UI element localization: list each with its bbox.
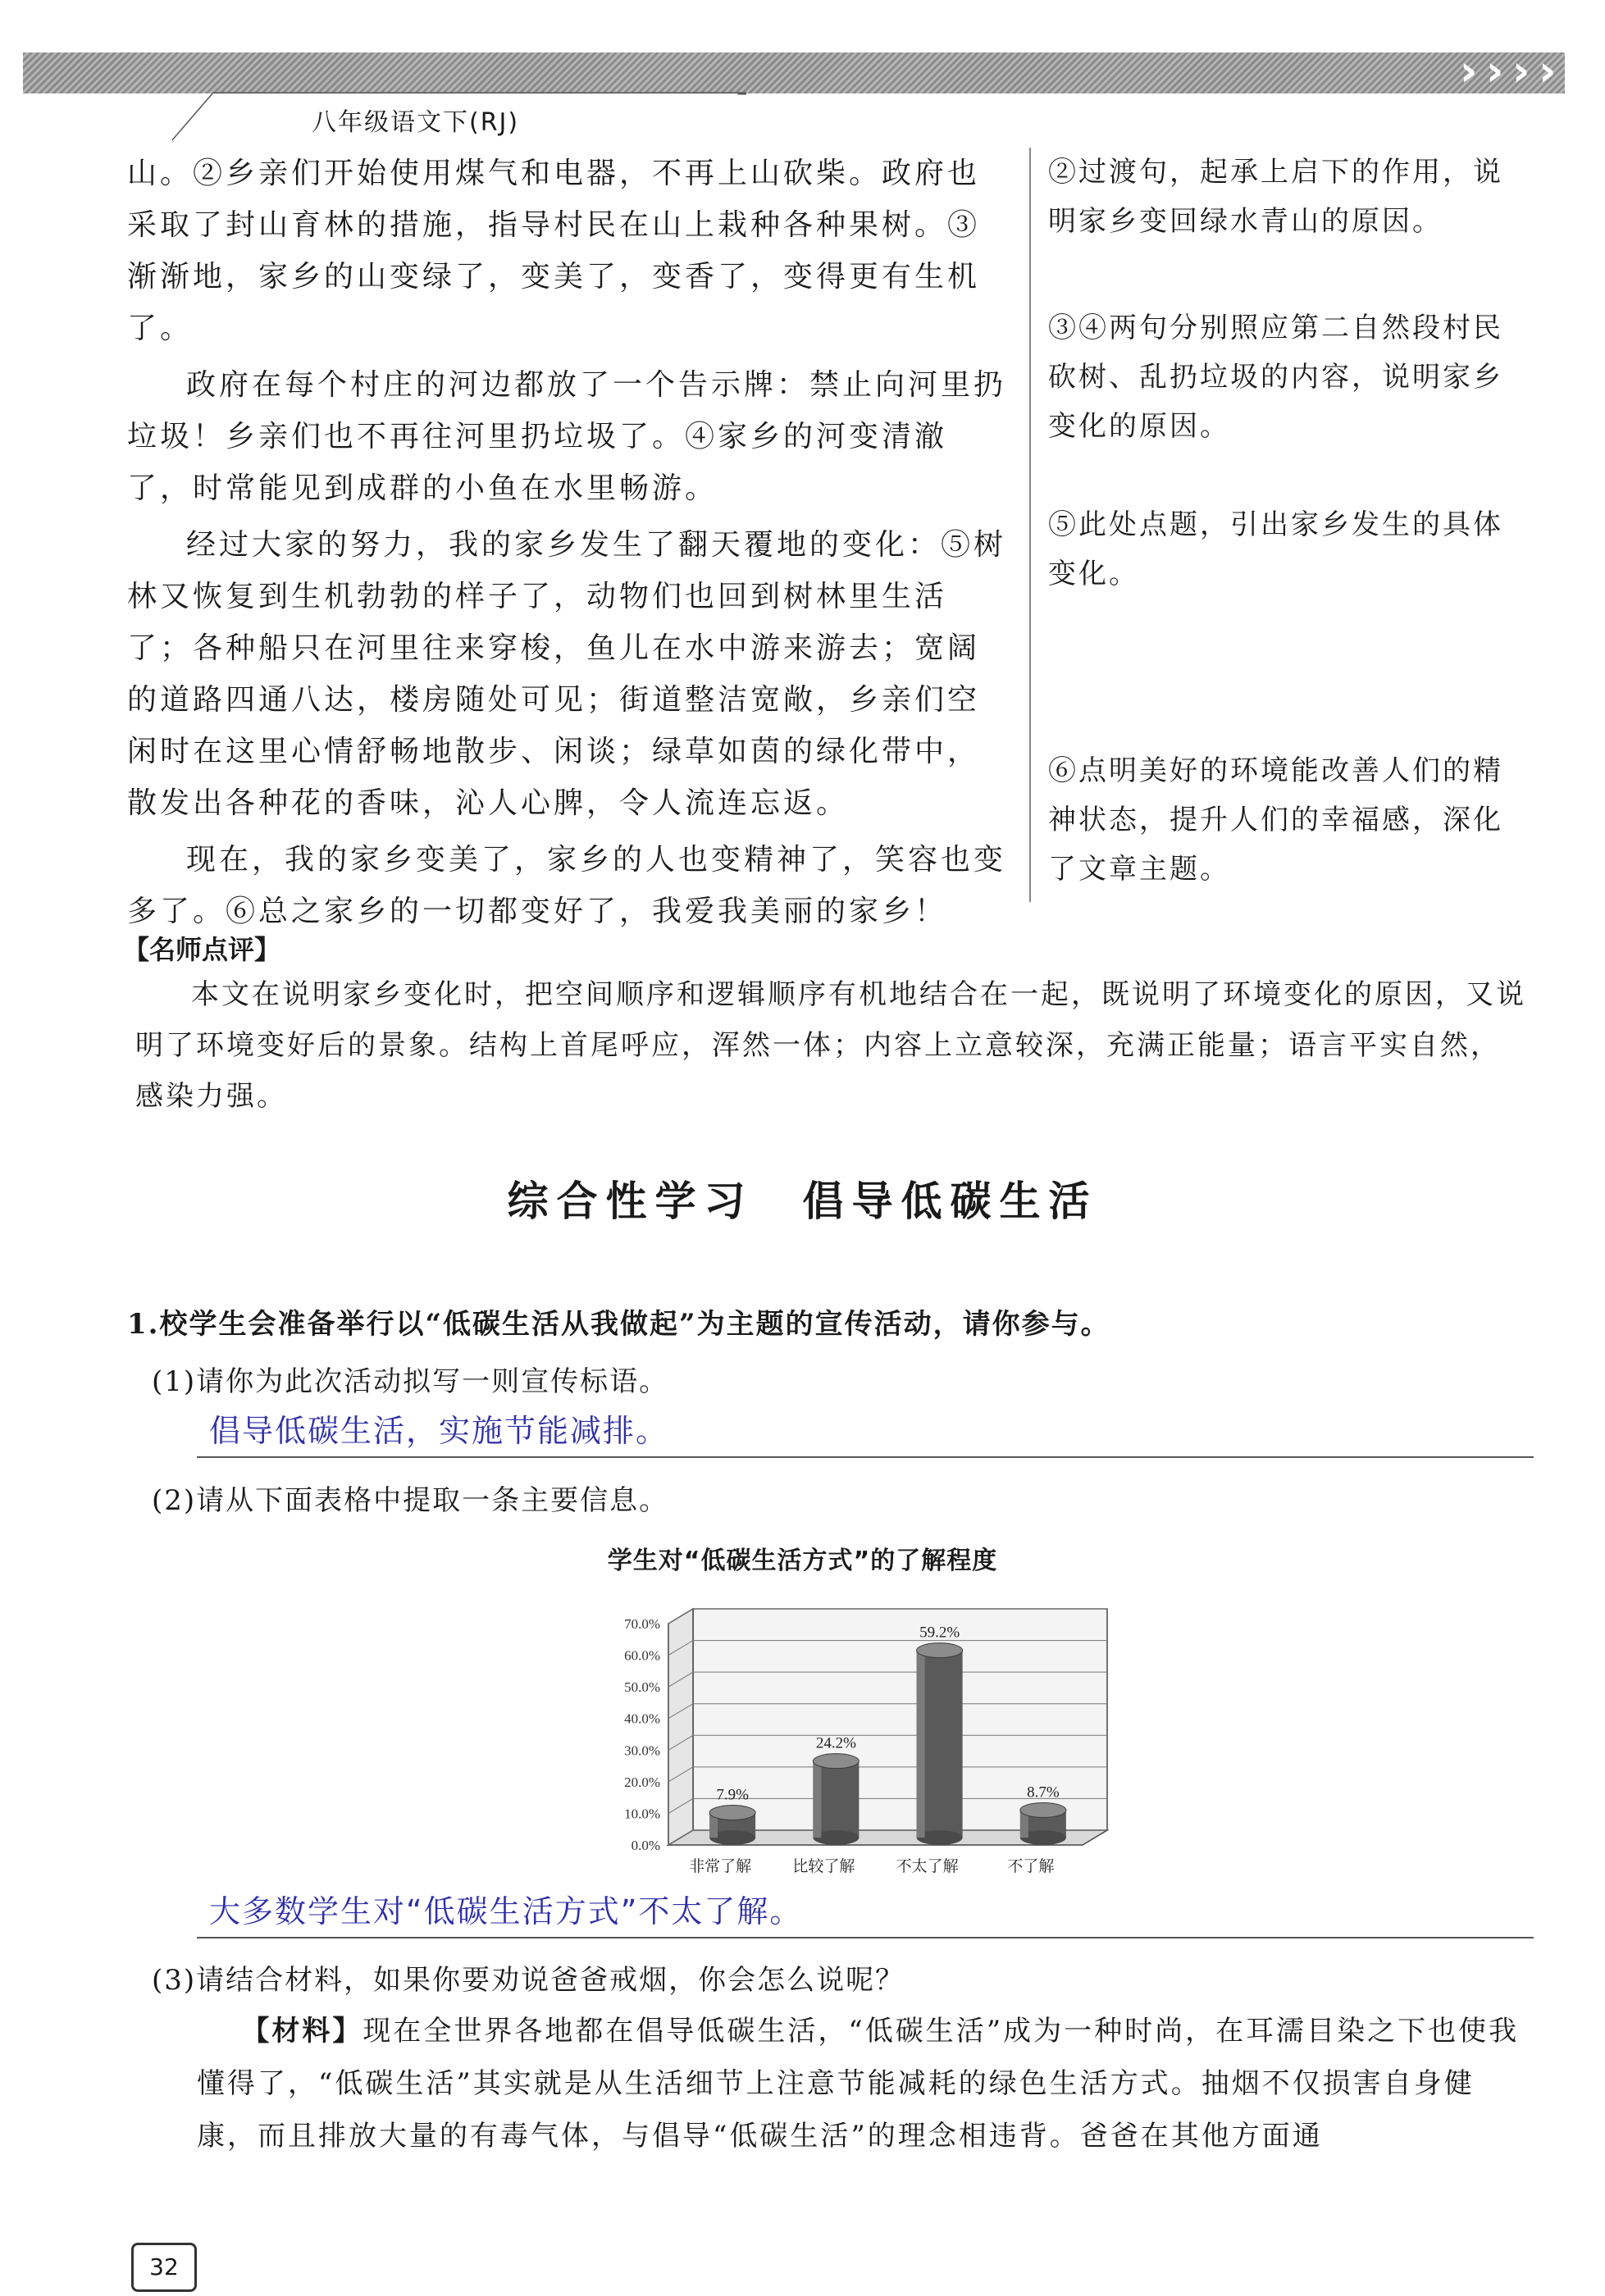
chevron-right-icon: ›	[1512, 47, 1530, 96]
material-text	[197, 2005, 1525, 2162]
chevron-right-icon: ›	[1460, 47, 1478, 96]
bar-top	[813, 1754, 859, 1769]
data-label: 24.2%	[815, 1734, 856, 1752]
column-divider	[1029, 148, 1031, 902]
x-tick-label: 不了解	[1007, 1857, 1055, 1875]
essay-paragraph: 现在，我的家乡变美了，家乡的人也变精神了，笑容也变多了。⑥总之家乡的一切都变好了，我爱我美丽的家乡！	[127, 843, 1007, 928]
x-tick-label: 非常了解	[689, 1857, 752, 1875]
y-tick-label: 30.0%	[624, 1742, 660, 1759]
essay-paragraph: 经过大家的努力，我的家乡发生了翻天覆地的变化：⑤树林又恢复到生机勃勃的样子了，动物们也回到树林里生活了；各种船只在河里往来穿梭，鱼儿在水中游来游去；宽阔的道路四通八达，楼房随处可见；街道整洁宽敞，乡亲们空闲时在这里心情舒畅地散步、闲谈；绿草如茵的绿化带中，散发出各种花的香味，沁人心脾，令人流连忘返。	[127, 528, 1007, 820]
bar-top	[709, 1806, 755, 1820]
comment-title: 【名师点评】	[123, 934, 281, 965]
margin-note: ③④两句分别照应第二自然段村民砍树、乱扔垃圾的内容，说明家乡变化的原因。	[1048, 312, 1503, 443]
material-label: 【材料】	[241, 2015, 363, 2048]
chevron-right-icon: ›	[1539, 47, 1557, 96]
y-tick-label: 60.0%	[624, 1647, 660, 1664]
bar	[917, 1643, 963, 1845]
sub-question-3: (3)请结合材料，如果你要劝说爸爸戒烟，你会怎么说呢？	[152, 1964, 905, 1997]
answer-2: 大多数学生对“低碳生活方式”不太了解。	[209, 1893, 803, 1929]
answer-line	[197, 1937, 1534, 1938]
bar	[709, 1806, 755, 1845]
y-tick-label: 10.0%	[624, 1806, 660, 1822]
essay-paragraph: 山。②乡亲们开始使用煤气和电器，不再上山砍柴。政府也采取了封山育林的措施，指导村民在山上栽种各种果树。③渐渐地，家乡的山变绿了，变美了，变香了，变得更有生机了。	[127, 157, 981, 345]
margin-note: ②过渡句，起承上启下的作用，说明家乡变回绿水青山的原因。	[1048, 156, 1503, 238]
chart-side-wall	[668, 1609, 693, 1845]
y-tick-label: 50.0%	[624, 1679, 660, 1696]
bar-top	[1020, 1802, 1066, 1817]
y-tick-label: 20.0%	[624, 1774, 660, 1790]
essay-body	[127, 148, 1009, 942]
data-label: 8.7%	[1027, 1784, 1060, 1802]
bar	[1020, 1802, 1066, 1845]
question-stem: 1.校学生会准备举行以“低碳生活从我做起”为主题的宣传活动，请你参与。	[127, 1308, 1110, 1341]
essay-paragraph: 政府在每个村庄的河边都放了一个告示牌：禁止向河里扔垃圾！乡亲们也不再往河里扔垃圾了。④家乡的河变清澈了，时常能见到成群的小鱼在水里畅游。	[127, 368, 1007, 505]
bar-highlight	[917, 1651, 925, 1838]
header-title: 八年级语文下(RJ)	[312, 108, 520, 137]
answer-1: 倡导低碳生活，实施节能减排。	[209, 1413, 669, 1449]
header-band	[23, 47, 1565, 96]
y-tick-label: 40.0%	[624, 1711, 660, 1727]
chevron-right-icon: ›	[1486, 47, 1504, 96]
margin-note: ⑤此处点题，引出家乡发生的具体变化。	[1048, 508, 1503, 590]
answer-line	[197, 1456, 1534, 1458]
y-tick-label: 70.0%	[624, 1616, 660, 1632]
bar-chart	[590, 1591, 1148, 1894]
page-number: 32	[131, 2243, 197, 2292]
bar-highlight	[813, 1761, 821, 1838]
data-label: 7.9%	[716, 1786, 749, 1804]
sub-question-2: (2)请从下面表格中提取一条主要信息。	[152, 1484, 669, 1517]
sub-question-1: (1)请你为此次活动拟写一则宣传标语。	[152, 1365, 669, 1398]
x-tick-label: 比较了解	[792, 1857, 855, 1875]
comment-body: 本文在说明家乡变化时，把空间顺序和逻辑顺序有机地结合在一起，既说明了环境变化的原因，又说明了环境变好后的景象。结构上首尾呼应，浑然一体；内容上立意较深，充满正能量；语言平实自然，感染力强。	[135, 978, 1526, 1113]
bar	[813, 1754, 859, 1845]
x-tick-label: 不太了解	[896, 1857, 959, 1875]
margin-note: ⑥点明美好的环境能改善人们的精神状态，提升人们的幸福感，深化了文章主题。	[1048, 754, 1503, 886]
y-tick-label: 0.0%	[631, 1838, 660, 1853]
chart-title: 学生对“低碳生活方式”的了解程度	[607, 1547, 998, 1575]
bar-top	[917, 1643, 963, 1658]
section-title: 综合性学习 倡导低碳生活	[507, 1177, 1098, 1225]
data-label: 59.2%	[919, 1624, 960, 1642]
material-body: 现在全世界各地都在倡导低碳生活，“低碳生活”成为一种时尚，在耳濡目染之下也使我懂得了，“低碳生活”其实就是从生活细节上注意节能减耗的绿色生活方式。抽烟不仅损害自身健康，而且排放大量的有毒气体，与倡导“低碳生活”的理念相违背。爸爸在其他方面通	[197, 2015, 1520, 2152]
